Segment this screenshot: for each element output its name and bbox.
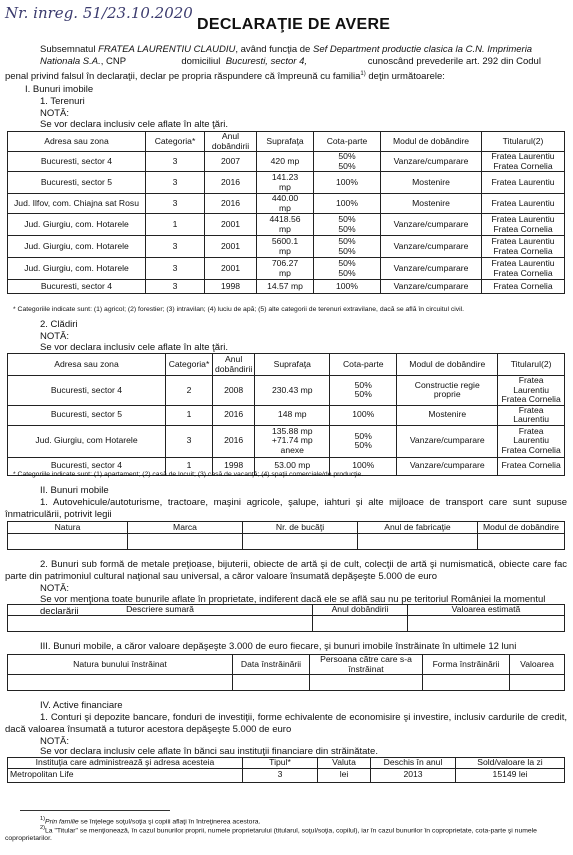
column-header: Tipul* [243, 758, 318, 769]
table-cell: 100% [314, 280, 381, 294]
terenuri-table [7, 131, 565, 294]
instrainari-table [7, 654, 565, 691]
nota-label: NOTĂ: [40, 583, 70, 594]
table-cell: Bucuresti, sector 5 [8, 172, 146, 194]
section-heading: IV. Active financiare [40, 700, 123, 711]
intro-text: domiciliul [181, 56, 221, 67]
table-cell: 14.57 mp [257, 280, 314, 294]
autovehicule-table [7, 521, 565, 550]
column-header: Sold/valoare la zi [456, 758, 565, 769]
table-cell: 2016 [205, 172, 257, 194]
table-cell: Fratea Laurentiu [482, 172, 565, 194]
column-header: Anul dobândirii [313, 605, 408, 616]
table-cell: Fratea Laurentiu Fratea Cornelia [482, 236, 565, 258]
column-header: Anul dobândirii [205, 132, 257, 152]
intro-text: Subsemnatul [40, 44, 99, 55]
table-cell: Jud. Giurgiu, com Hotarele [8, 425, 166, 457]
empty-cell [8, 675, 233, 691]
cladiri-table [7, 353, 565, 476]
table-cell: Fratea Laurentiu Fratea Cornelia [498, 376, 565, 406]
table-cell: 4418.56 mp [257, 214, 314, 236]
table-cell: Bucuresti, sector 4 [8, 280, 146, 294]
table-cell: Vanzare/cumparare [381, 258, 482, 280]
table-cell: 3 [146, 194, 205, 214]
table-cell: 1 [146, 214, 205, 236]
intro-text: cunoscând prevederile art. 292 din Codul [367, 56, 541, 67]
handwritten-registration-number: Nr. inreg. 51/23.10.2020 [5, 4, 193, 22]
table-cell: 2001 [205, 236, 257, 258]
table-cell: 148 mp [255, 405, 330, 425]
table-cell: lei [318, 768, 371, 782]
table-cell: Fratea Laurentiu Fratea Cornelia [482, 214, 565, 236]
table-cell: 706.27 mp [257, 258, 314, 280]
subsection-heading: 1. Terenuri [40, 96, 85, 107]
table-header-row [8, 605, 565, 616]
column-header: Anul dobândirii [213, 354, 255, 376]
declarant-function: Sef Department productie clasica la C.N. Imprimeria Nationala S.A. [40, 44, 533, 67]
table-cell: Fratea Laurentiu Fratea Cornelia [482, 258, 565, 280]
table-row [8, 675, 565, 691]
table-cell: 1 [166, 405, 213, 425]
table-row [8, 236, 565, 258]
column-header: Deschis în anul [371, 758, 456, 769]
column-header: Nr. de bucăţi [243, 522, 358, 534]
footnote-text: se înţelege soţul/soţia şi copiii aflaţi în întreţinerea acestora. [78, 818, 261, 826]
table-cell: 3 [166, 425, 213, 457]
table-cell: 3 [243, 768, 318, 782]
column-header: Valuta [318, 758, 371, 769]
table-row [8, 214, 565, 236]
section-paragraph [5, 712, 567, 736]
table-cell: 3 [146, 152, 205, 172]
table-cell: Mostenire [397, 405, 498, 425]
table-header-row [8, 758, 565, 769]
table-cell: 50% 50% [330, 425, 397, 457]
table-cell: 1998 [213, 457, 255, 475]
table-cell: 3 [146, 280, 205, 294]
table-cell: Vanzare/cumparare [381, 280, 482, 294]
table-cell: Fratea Laurentiu Fratea Cornelia [482, 152, 565, 172]
empty-cell [423, 675, 510, 691]
table-cell: Jud. Giurgiu, com. Hotarele [8, 236, 146, 258]
column-header: Suprafaţa [255, 354, 330, 376]
table-cell: 3 [146, 236, 205, 258]
category-footnote: * Categoriile indicate sunt: (1) apartament; (2) casă de locuit; (3) casă de vacanţă; (4) spaţii comerciale/de producţie. [13, 471, 364, 478]
column-header: Persoana către care s-a înstrăinat [310, 655, 423, 675]
column-header: Titularul(2) [498, 354, 565, 376]
table-cell: 100% [330, 405, 397, 425]
footnote-term: Prin familie [45, 818, 79, 826]
column-header: Adresa sau zona [8, 132, 146, 152]
intro-text: deţin următoarele: [365, 71, 445, 83]
nota-label: NOTĂ: [40, 108, 70, 119]
column-header: Categoria* [166, 354, 213, 376]
table-cell: Metropolitan Life [8, 768, 243, 782]
bunuri-pretioase-table [7, 604, 565, 632]
table-header-row [8, 522, 565, 534]
conturi-table [7, 757, 565, 783]
column-header: Natura [8, 522, 128, 534]
table-cell: Vanzare/cumparare [397, 457, 498, 475]
table-row [8, 152, 565, 172]
empty-cell [478, 534, 565, 550]
paragraph-text: 1. Autovehicule/autoturisme, tractoare, maşini agricole, şalupe, iahturi şi alte mijloace de transport care sunt supuse înmatriculării, potrivit legii [5, 497, 567, 520]
table-cell: Bucuresti, sector 5 [8, 405, 166, 425]
column-header: Titularul(2) [482, 132, 565, 152]
section-heading: I. Bunuri imobile [25, 84, 94, 95]
nota-text: Se vor menţiona toate bunurile aflate în proprietate, indiferent dacă ele se află sau nu pe teritoriul României la momentul declarării [40, 594, 546, 617]
paragraph-text: 2. Bunuri sub formă de metale preţioase, bijuterii, obiecte de artă şi de cult, colecţii de artă şi numismatică, obiecte care fac parte din patrimoniul cultural naţional sau universal, a căror valoare însumată depăşeşte 5.000 de euro [5, 559, 567, 582]
intro-text: , CNP [100, 56, 126, 67]
table-cell: Fratea Laurentiu [482, 194, 565, 214]
column-header: Valoarea estimată [408, 605, 565, 616]
footnote-marker: 2) [40, 825, 46, 831]
table-cell: Bucuresti, sector 4 [8, 376, 166, 406]
column-header: Forma înstrăinării [423, 655, 510, 675]
cladiri-rows [8, 376, 565, 476]
table-cell: Vanzare/cumparare [381, 236, 482, 258]
intro-paragraph [5, 44, 567, 83]
column-header: Cota-parte [314, 132, 381, 152]
column-header: Descriere sumară [8, 605, 313, 616]
paragraph-text: 1. Conturi şi depozite bancare, fonduri de investiţii, forme echivalente de economisire şi investire, inclusiv cardurile de credit, dacă valoarea însumată a tuturor acestora depăşeşte 5.000 de euro [5, 712, 567, 735]
table-row [8, 534, 565, 550]
table-cell: 1998 [205, 280, 257, 294]
table-cell: 141.23 mp [257, 172, 314, 194]
table-row [8, 258, 565, 280]
declarant-address: Bucuresti, sector 4, [225, 56, 308, 67]
table-cell: 50% 50% [314, 214, 381, 236]
empty-cell [408, 615, 565, 631]
nota-text: Se vor declara inclusiv cele aflate în alte ţări. [40, 119, 228, 130]
table-header-row [8, 354, 565, 376]
column-header: Natura bunului înstrăinat [8, 655, 233, 675]
footnote-ref: 1) [360, 71, 366, 77]
empty-cell [243, 534, 358, 550]
declarant-name: FRATEA LAURENTIU CLAUDIU [98, 44, 236, 55]
table-row [8, 376, 565, 406]
table-row [8, 615, 565, 631]
footnote-divider [20, 810, 170, 811]
table-cell: Constructie regie proprie [397, 376, 498, 406]
table-cell: 3 [146, 258, 205, 280]
table-cell: Jud. Ilfov, com. Chiajna sat Rosu [8, 194, 146, 214]
category-footnote: * Categoriile indicate sunt: (1) agricol; (2) forestier; (3) intravilan; (4) luciu de apă; (5) alte categorii de terenuri extravilane, dacă se află în circuitul civil. [13, 306, 465, 313]
terenuri-rows [8, 152, 565, 294]
footnote-text: La "Titular" se menţionează, în cazul bunurilor proprii, numele proprietarului (titularul, soţul/soţia, copilul), iar în cazul bunurilor în coproprietate, cota-parte şi numele coproprietarilor. [5, 827, 537, 843]
table-cell: 53.00 mp [255, 457, 330, 475]
table-cell: 2007 [205, 152, 257, 172]
table-cell: 2001 [205, 214, 257, 236]
table-cell: Fratea Cornelia [498, 457, 565, 475]
table-cell: 100% [330, 457, 397, 475]
table-cell: 50% 50% [314, 152, 381, 172]
empty-cell [8, 534, 128, 550]
table-cell: 2001 [205, 258, 257, 280]
table-cell: 100% [314, 194, 381, 214]
table-cell: 2016 [205, 194, 257, 214]
intro-text: penal privind falsul în declaraţii, declar pe propria răspundere că împreună cu familia [5, 71, 361, 83]
table-row [8, 768, 565, 782]
table-cell: 440.00 mp [257, 194, 314, 214]
page-title: DECLARAŢIE DE AVERE [197, 16, 391, 33]
empty-cell [233, 675, 310, 691]
empty-cell [510, 675, 565, 691]
table-cell: Bucuresti, sector 4 [8, 152, 146, 172]
table-cell: Bucuresti, sector 4 [8, 457, 166, 475]
table-cell: Vanzare/cumparare [381, 214, 482, 236]
section-paragraph [5, 559, 567, 583]
column-header: Modul de dobândire [478, 522, 565, 534]
empty-cell [310, 675, 423, 691]
nota-text: Se vor declara inclusiv cele aflate în alte ţări. [40, 342, 228, 353]
table-cell: 50% 50% [314, 258, 381, 280]
table-cell: 2008 [213, 376, 255, 406]
table-cell: 1 [166, 457, 213, 475]
column-header: Modul de dobândire [381, 132, 482, 152]
table-cell: Fratea Laurentiu Fratea Cornelia [498, 425, 565, 457]
empty-cell [313, 615, 408, 631]
empty-cell [8, 615, 313, 631]
nota-label: NOTĂ: [40, 331, 70, 342]
table-row [8, 194, 565, 214]
section-paragraph [5, 497, 567, 521]
table-cell: Fratea Cornelia [482, 280, 565, 294]
column-header: Marca [128, 522, 243, 534]
table-cell: Vanzare/cumparare [381, 152, 482, 172]
column-header: Cota-parte [330, 354, 397, 376]
empty-cell [358, 534, 478, 550]
table-row [8, 405, 565, 425]
subsection-heading: 2. Clădiri [40, 319, 78, 330]
table-cell: 2016 [213, 405, 255, 425]
table-cell: 15149 lei [456, 768, 565, 782]
section-heading: II. Bunuri mobile [40, 485, 109, 496]
table-cell: 2013 [371, 768, 456, 782]
table-cell: Jud. Giurgiu, com. Hotarele [8, 214, 146, 236]
column-header: Data înstrăinării [233, 655, 310, 675]
table-header-row [8, 655, 565, 675]
column-header: Adresa sau zona [8, 354, 166, 376]
table-cell: 3 [146, 172, 205, 194]
empty-cell [128, 534, 243, 550]
table-cell: Vanzare/cumparare [397, 425, 498, 457]
table-cell: 135.88 mp +71.74 mp anexe [255, 425, 330, 457]
footnote-titular [5, 824, 565, 843]
table-cell: Jud. Giurgiu, com. Hotarele [8, 258, 146, 280]
section-heading: III. Bunuri mobile, a căror valoare depăşeşte 3.000 de euro fiecare, şi bunuri imobile înstrăinate în ultimele 12 luni [40, 641, 517, 652]
table-row [8, 280, 565, 294]
column-header: Suprafaţa [257, 132, 314, 152]
column-header: Categoria* [146, 132, 205, 152]
table-cell: 100% [314, 172, 381, 194]
table-cell: 2 [166, 376, 213, 406]
table-cell: Fratea Laurentiu [498, 405, 565, 425]
table-cell: 5600.1 mp [257, 236, 314, 258]
table-cell: Mostenire [381, 172, 482, 194]
table-row [8, 425, 565, 457]
table-row [8, 172, 565, 194]
table-cell: 420 mp [257, 152, 314, 172]
table-cell: 50% 50% [314, 236, 381, 258]
intro-text: , având funcţia de [235, 44, 313, 55]
table-cell: Mostenire [381, 194, 482, 214]
table-header-row [8, 132, 565, 152]
footnote-marker: 1) [40, 816, 46, 822]
nota-text: Se vor declara inclusiv cele aflate în bănci sau instituţii financiare din străinătate. [40, 746, 378, 757]
table-cell: 50% 50% [330, 376, 397, 406]
column-header: Valoarea [510, 655, 565, 675]
column-header: Modul de dobândire [397, 354, 498, 376]
column-header: Anul de fabricaţie [358, 522, 478, 534]
table-cell: 2016 [213, 425, 255, 457]
column-header: Instituţia care administrează şi adresa acesteia [8, 758, 243, 769]
table-cell: 230.43 mp [255, 376, 330, 406]
nota-label: NOTĂ: [40, 736, 70, 747]
